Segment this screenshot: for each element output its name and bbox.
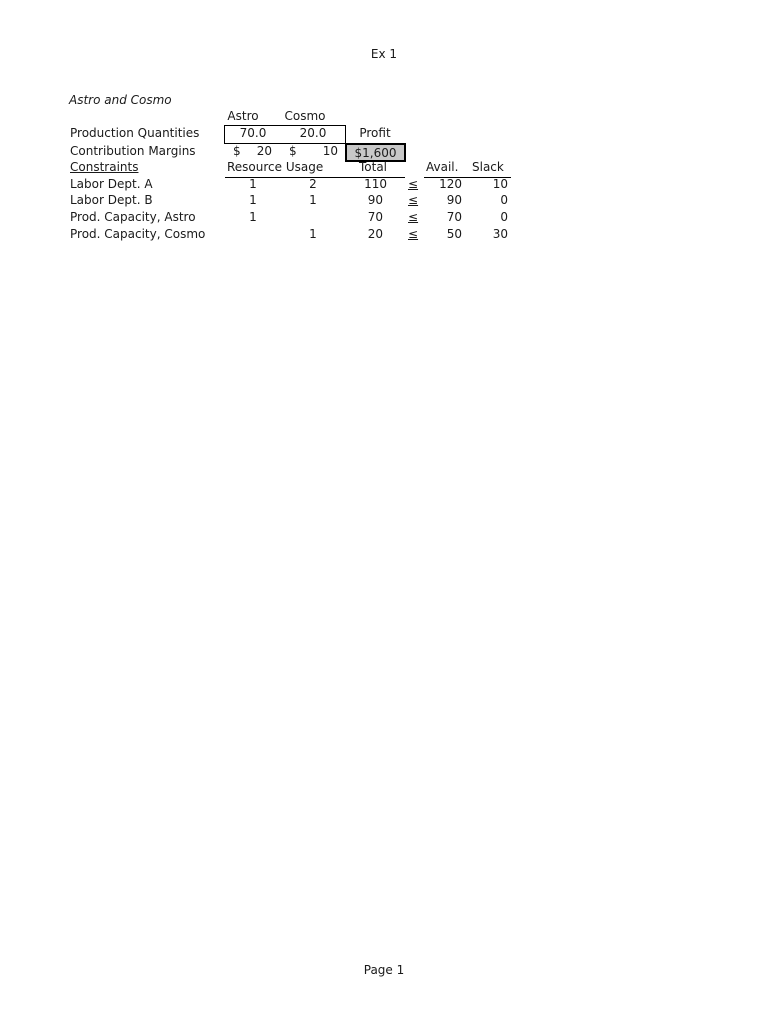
usage-cosmo-cell[interactable]: 2 — [309, 177, 317, 191]
slack-cell[interactable]: 0 — [500, 210, 508, 224]
total-cell[interactable]: 110 — [364, 177, 387, 191]
avail-header: Avail. — [426, 160, 459, 174]
constraint-name: Labor Dept. B — [70, 193, 153, 207]
resource-usage-header: Resource Usage — [227, 160, 324, 174]
profit-value-cell[interactable]: $1,600 — [345, 143, 406, 162]
usage-astro-cell[interactable]: 1 — [249, 177, 257, 191]
constraints-header: Constraints — [70, 160, 139, 174]
slack-cell[interactable]: 10 — [492, 177, 508, 191]
relation-symbol: ≤ — [408, 227, 419, 241]
relation-symbol: ≤ — [408, 210, 419, 224]
usage-cosmo-cell[interactable]: 1 — [309, 193, 317, 207]
page-header-title: Ex 1 — [370, 47, 398, 61]
constraint-name: Labor Dept. A — [70, 177, 153, 191]
total-cell[interactable]: 20 — [367, 227, 383, 241]
profit-label: Profit — [359, 126, 391, 140]
margin-astro-cell[interactable]: 20 — [256, 144, 272, 158]
total-cell[interactable]: 90 — [367, 193, 383, 207]
relation-symbol: ≤ — [408, 177, 419, 191]
usage-cosmo-cell[interactable]: 1 — [309, 227, 317, 241]
product-header-cosmo: Cosmo — [284, 109, 326, 123]
quantity-cosmo-cell[interactable]: 20.0 — [299, 126, 327, 140]
usage-astro-cell[interactable]: 1 — [249, 193, 257, 207]
slack-cell[interactable]: 0 — [500, 193, 508, 207]
total-header: Total — [358, 160, 388, 174]
model-title: Astro and Cosmo — [69, 93, 172, 107]
quantity-astro-cell[interactable]: 70.0 — [239, 126, 267, 140]
constraint-name: Prod. Capacity, Cosmo — [70, 227, 206, 241]
margin-cosmo-currency: $ — [289, 144, 297, 158]
avail-cell[interactable]: 50 — [446, 227, 462, 241]
margin-astro-currency: $ — [233, 144, 241, 158]
slack-cell[interactable]: 30 — [492, 227, 508, 241]
page-footer-number: Page 1 — [363, 963, 405, 977]
slack-header: Slack — [472, 160, 504, 174]
avail-cell[interactable]: 70 — [446, 210, 462, 224]
production-quantities-label: Production Quantities — [70, 126, 200, 140]
avail-cell[interactable]: 120 — [439, 177, 462, 191]
avail-cell[interactable]: 90 — [446, 193, 462, 207]
constraint-name: Prod. Capacity, Astro — [70, 210, 196, 224]
product-header-astro: Astro — [227, 109, 259, 123]
contribution-margins-label: Contribution Margins — [70, 144, 196, 158]
margin-cosmo-cell[interactable]: 10 — [322, 144, 338, 158]
total-cell[interactable]: 70 — [367, 210, 383, 224]
usage-astro-cell[interactable]: 1 — [249, 210, 257, 224]
relation-symbol: ≤ — [408, 193, 419, 207]
